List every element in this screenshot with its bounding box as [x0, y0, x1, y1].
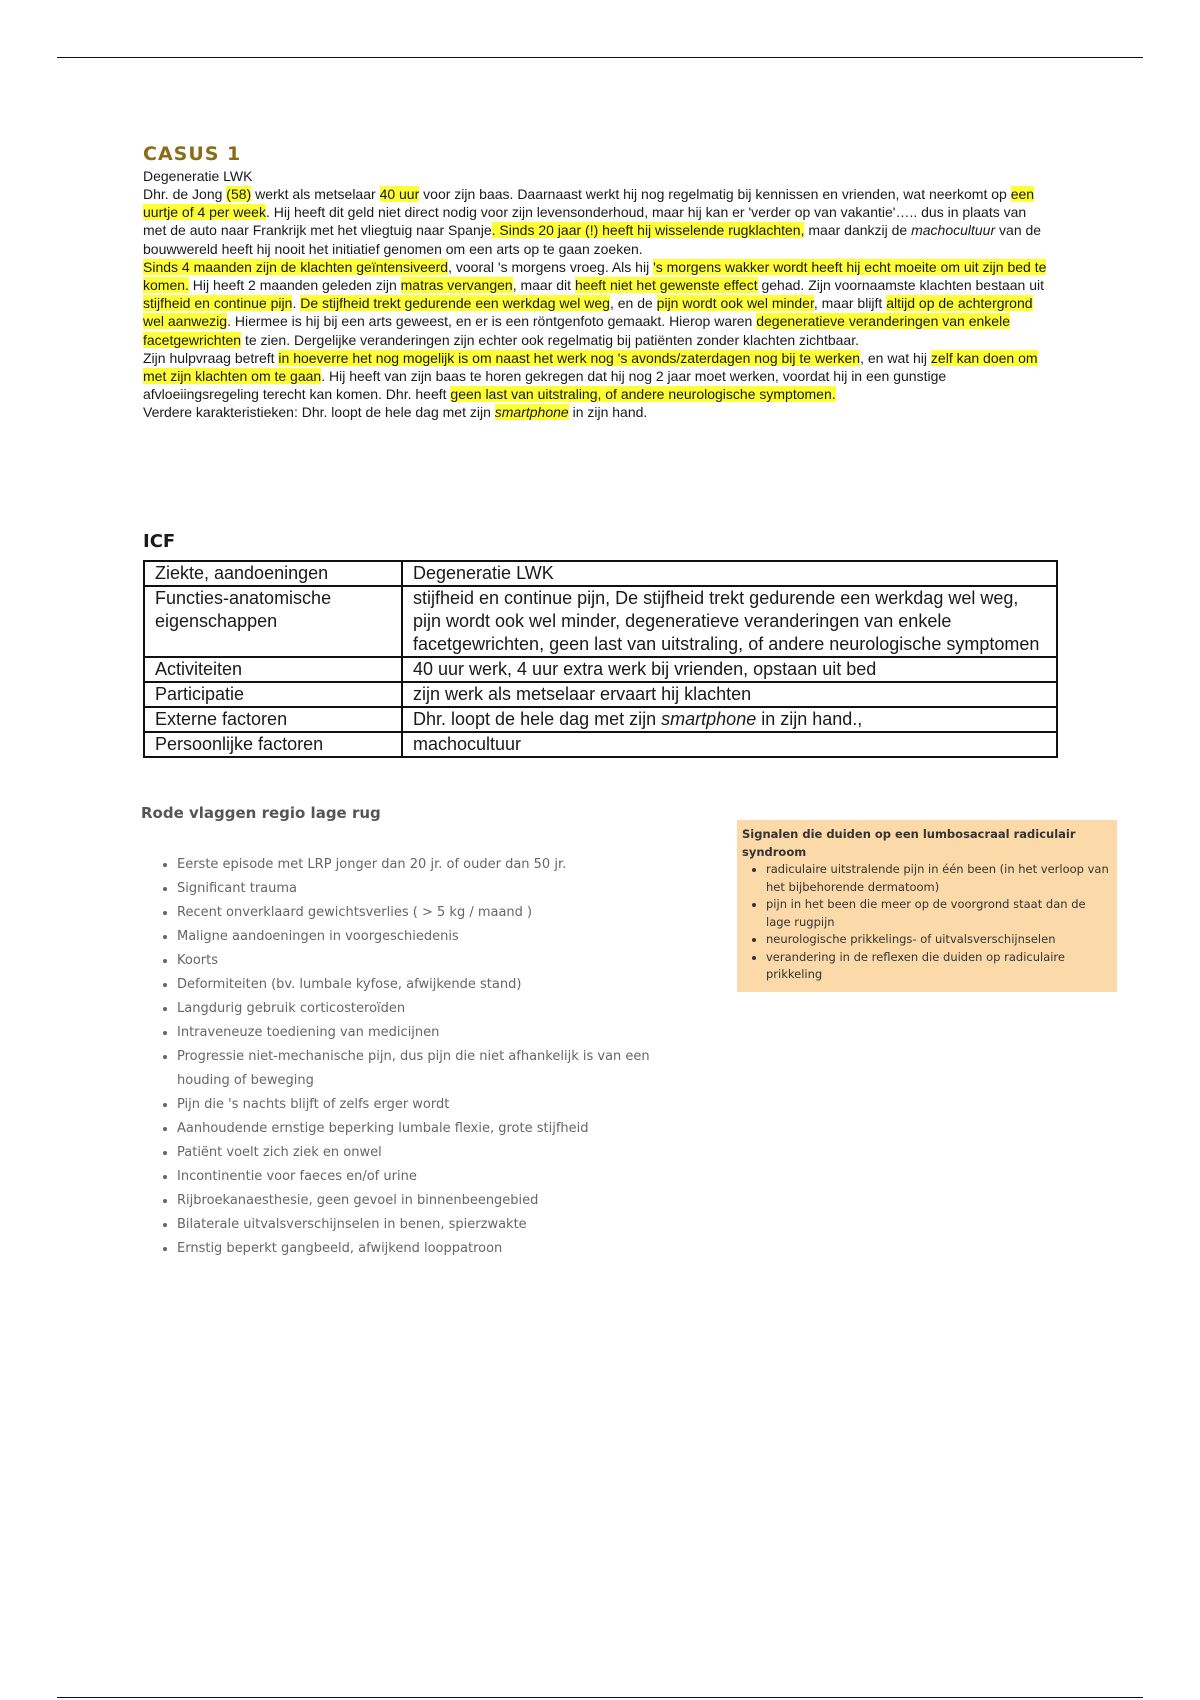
list-item: • Progressie niet-mechanische pijn, dus pijn die niet afhankelijk is van een houding of beweging: [177, 1045, 661, 1093]
icf-value: 40 uur werk, 4 uur extra werk bij vrienden, opstaan uit bed: [402, 657, 1057, 682]
top-rule: [57, 57, 1143, 58]
list-item: • radiculaire uitstralende pijn in één been (in het verloop van het bijbehorende dermatoom): [766, 861, 1112, 896]
list-item: • Maligne aandoeningen in voorgeschiedenis: [177, 925, 661, 949]
casus-title: CASUS 1: [143, 143, 242, 165]
list-item: • Koorts: [177, 949, 661, 973]
bottom-rule: [57, 1697, 1143, 1698]
table-row: [144, 657, 1057, 682]
list-item: • Intraveneuze toediening van medicijnen: [177, 1021, 661, 1045]
list-item: • neurologische prikkelings- of uitvalsverschijnselen: [766, 931, 1112, 949]
list-item: • verandering in de reflexen die duiden op radiculaire prikkeling: [766, 949, 1112, 984]
icf-section: [143, 530, 1058, 758]
list-item: • Incontinentie voor faeces en/of urine: [177, 1165, 661, 1189]
icf-key: Ziekte, aandoeningen: [144, 561, 402, 586]
red-flags-title: Rode vlaggen regio lage rug: [141, 804, 381, 822]
casus-section: [143, 141, 1053, 422]
list-item: • pijn in het been die meer op de voorgrond staat dan de lage rugpijn: [766, 896, 1112, 931]
icf-key: Persoonlijke factoren: [144, 732, 402, 757]
list-item: • Ernstig beperkt gangbeeld, afwijkend looppatroon: [177, 1237, 661, 1261]
icf-key: Functies-anatomische eigenschappen: [144, 586, 402, 657]
radicular-list: [742, 861, 1112, 984]
table-row: [144, 586, 1057, 657]
radicular-box-title: Signalen die duiden op een lumbosacraal radiculair syndroom: [742, 827, 1076, 859]
table-row: [144, 707, 1057, 732]
radicular-syndrome-box: [737, 820, 1117, 992]
icf-key: Activiteiten: [144, 657, 402, 682]
icf-value: Degeneratie LWK: [402, 561, 1057, 586]
icf-value: zijn werk als metselaar ervaart hij klachten: [402, 682, 1057, 707]
casus-subtitle: Degeneratie LWK: [143, 168, 253, 184]
icf-title: ICF: [143, 531, 176, 552]
list-item: • Eerste episode met LRP jonger dan 20 jr. of ouder dan 50 jr.: [177, 853, 661, 877]
list-item: • Bilaterale uitvalsverschijnselen in benen, spierzwakte: [177, 1213, 661, 1237]
red-flags-list: [141, 853, 661, 1261]
icf-value: Dhr. loopt de hele dag met zijn smartphone in zijn hand.,: [402, 707, 1057, 732]
icf-key: Externe factoren: [144, 707, 402, 732]
icf-value: machocultuur: [402, 732, 1057, 757]
list-item: • Patiënt voelt zich ziek en onwel: [177, 1141, 661, 1165]
list-item: • Recent onverklaard gewichtsverlies ( > 5 kg / maand ): [177, 901, 661, 925]
icf-key: Participatie: [144, 682, 402, 707]
icf-value: stijfheid en continue pijn, De stijfheid trekt gedurende een werkdag wel weg, pijn wordt ook wel minder, degeneratieve veranderingen van enkele facetgewrichten, geen last van uitstraling, of andere neurologische symptomen: [402, 586, 1057, 657]
table-row: [144, 561, 1057, 586]
list-item: • Langdurig gebruik corticosteroïden: [177, 997, 661, 1021]
list-item: • Aanhoudende ernstige beperking lumbale flexie, grote stijfheid: [177, 1117, 661, 1141]
list-item: • Pijn die 's nachts blijft of zelfs erger wordt: [177, 1093, 661, 1117]
list-item: • Significant trauma: [177, 877, 661, 901]
list-item: • Rijbroekanaesthesie, geen gevoel in binnenbeengebied: [177, 1189, 661, 1213]
red-flags-section: [141, 803, 661, 1261]
table-row: [144, 732, 1057, 757]
icf-table: [143, 560, 1058, 758]
table-row: [144, 682, 1057, 707]
list-item: • Deformiteiten (bv. lumbale kyfose, afwijkende stand): [177, 973, 661, 997]
casus-body: Dhr. de Jong (58) werkt als metselaar 40 uur voor zijn baas. Daarnaast werkt hij nog regelmatig bij kennissen en vrienden, wat neerkomt op een uurtje of 4 per week. Hij heeft dit geld niet direct nodig voor zijn levensonderhoud, maar hij kan er 'verder op van vakantie'….. dus in plaats van met de auto naar Frankrijk met het vliegtuig naar Spanje. Sinds 20 jaar (!) heeft hij wisselende rugklachten, maar dankzij de machocultuur van de bouwwereld heeft hij nooit het initiatief genomen om een arts op te gaan zoeken. Sinds 4 maanden zijn de klachten geïntensiveerd, vooral 's morgens vroeg. Als hij 's morgens wakker wordt heeft hij echt moeite om uit zijn bed te komen. Hij heeft 2 maanden geleden zijn matras vervangen, maar dit heeft niet het gewenste effect gehad. Zijn voornaamste klachten bestaan uit stijfheid en continue pijn. De stijfheid trekt gedurende een werkdag wel weg, en de pijn wordt ook wel minder, maar blijft altijd op de achtergrond wel aanwezig. Hiermee is hij bij een arts geweest, en er is een röntgenfoto gemaakt. Hierop waren degeneratieve veranderingen van enkele facetgewrichten te zien. Dergelijke veranderingen zijn echter ook regelmatig bij patiënten zonder klachten zichtbaar. Zijn hulpvraag betreft in hoeverre het nog mogelijk is om naast het werk nog 's avonds/zaterdagen nog bij te werken, en wat hij zelf kan doen om met zijn klachten om te gaan. Hij heeft van zijn baas te horen gekregen dat hij nog 2 jaar moet werken, voordat hij in een gunstige afvloeiingsregeling terecht kan komen. Dhr. heeft geen last van uitstraling, of andere neurologische symptomen. Verdere karakteristieken: Dhr. loopt de hele dag met zijn smartphone in zijn hand.: [143, 186, 1047, 421]
